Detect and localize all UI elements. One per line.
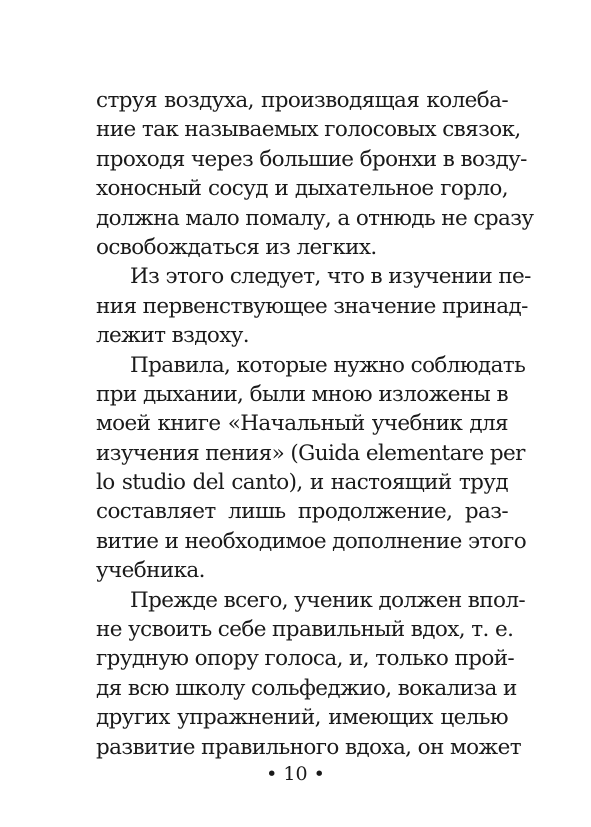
text-line: ния первенствующее значение принад- — [96, 293, 528, 319]
body-text — [96, 86, 534, 762]
text-line: должна мало помалу, а отнюдь не сразу — [96, 205, 534, 231]
text-line: лежит вздоху. — [96, 323, 250, 349]
text-line: Из этого следует, что в изучении пе- — [130, 264, 531, 290]
text-line: струя воздуха, производящая колеба- — [96, 88, 508, 113]
text-line: других упражнений, имеющих целью — [96, 705, 508, 731]
text-line: lo studio del canto), и настоящий труд — [96, 470, 508, 496]
text-line: проходя через большие бронхи в возду- — [96, 146, 527, 172]
page-number: • 10 • — [266, 763, 325, 785]
text-line: не усвоить себе правильный вдох, т. е. — [96, 617, 514, 643]
text-line: хоносный сосуд и дыхательное горло, — [96, 176, 508, 202]
text-line: развитие правильного вдоха, он может — [96, 734, 522, 760]
text-line: грудную опору голоса, и, только прой- — [96, 646, 515, 672]
text-line: составляет лишь продолжение, раз- — [96, 499, 508, 525]
text-line: учебника. — [96, 558, 205, 584]
text-line: Прежде всего, ученик должен впол- — [130, 587, 526, 613]
text-line: Правила, которые нужно соблюдать — [130, 352, 526, 378]
text-line: при дыхании, были мною изложены в — [96, 381, 508, 407]
text-line: ние так называемых голосовых связок, — [96, 117, 521, 143]
text-line: моей книге «Начальный учебник для — [96, 411, 508, 437]
text-line: изучения пения» (Guida elementare per — [96, 440, 525, 466]
text-line: освобождаться из легких. — [96, 234, 377, 260]
text-line: витие и необходимое дополнение этого — [96, 528, 527, 554]
text-line: дя всю школу сольфеджио, вокализа и — [96, 675, 517, 701]
